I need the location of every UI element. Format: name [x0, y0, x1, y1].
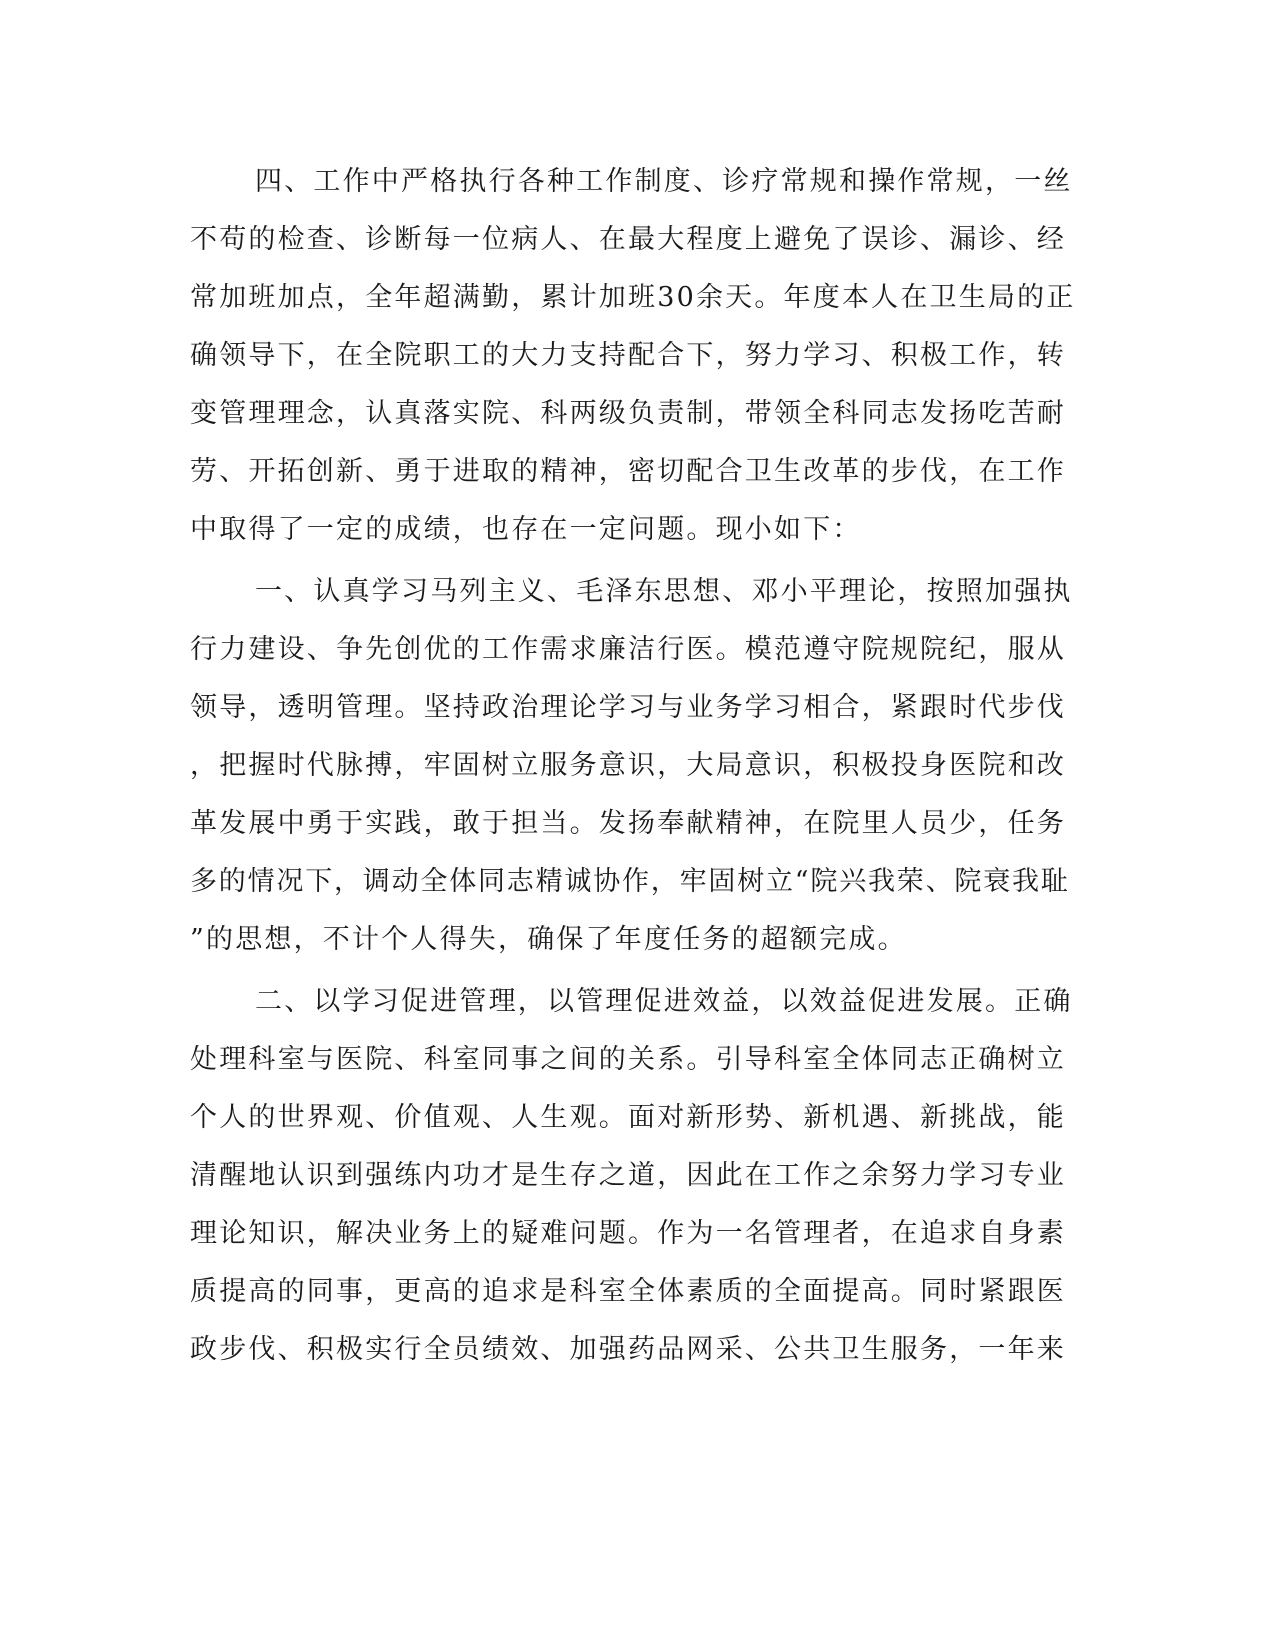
paragraph-1-line-5: 革发展中勇于实践，敢于担当。发扬奉献精神，在院里人员少，任务 [190, 808, 1066, 839]
paragraph-4-line-1: 四、工作中严格执行各种工作制度、诊疗常规和操作常规，一丝 [255, 166, 1073, 197]
paragraph-4-line-6: 劳、开拓创新、勇于进取的精神，密切配合卫生改革的步伐，在工作 [190, 456, 1066, 487]
paragraph-4-line-2: 不苟的检查、诊断每一位病人、在最大程度上避免了误诊、漏诊、经 [190, 224, 1066, 255]
paragraph-2-line-5: 理论知识，解决业务上的疑难问题。作为一名管理者，在追求自身素 [190, 1218, 1066, 1249]
paragraph-4-line-7: 中取得了一定的成绩，也存在一定问题。现小如下： [190, 514, 862, 545]
paragraph-1-line-7: ”的思想，不计个人得失，确保了年度任务的超额完成。 [190, 924, 907, 955]
paragraph-1-line-2: 行力建设、争先创优的工作需求廉洁行医。模范遵守院规院纪，服从 [190, 634, 1066, 665]
paragraph-4-line-5: 变管理理念，认真落实院、科两级负责制，带领全科同志发扬吃苦耐 [190, 398, 1066, 429]
paragraph-2-line-1: 二、以学习促进管理，以管理促进效益，以效益促进发展。正确 [255, 986, 1073, 1017]
paragraph-1-line-1: 一、认真学习马列主义、毛泽东思想、邓小平理论，按照加强执 [255, 576, 1073, 607]
paragraph-2-line-7: 政步伐、积极实行全员绩效、加强药品网采、公共卫生服务，一年来 [190, 1334, 1066, 1365]
paragraph-1-line-6: 多的情况下，调动全体同志精诚协作，牢固树立“院兴我荣、院衰我耻 [190, 866, 1070, 897]
paragraph-1-line-3: 领导，透明管理。坚持政治理论学习与业务学习相合，紧跟时代步伐 [190, 692, 1066, 723]
paragraph-4-line-4: 确领导下，在全院职工的大力支持配合下，努力学习、积极工作，转 [190, 340, 1066, 371]
paragraph-2-line-6: 质提高的同事，更高的追求是科室全体素质的全面提高。同时紧跟医 [190, 1276, 1066, 1307]
paragraph-2-line-4: 清醒地认识到强练内功才是生存之道，因此在工作之余努力学习专业 [190, 1160, 1066, 1191]
paragraph-4-line-3: 常加班加点，全年超满勤，累计加班30余天。年度本人在卫生局的正 [190, 282, 1076, 313]
paragraph-1-line-4: ，把握时代脉搏，牢固树立服务意识，大局意识，积极投身医院和改 [190, 750, 1066, 781]
paragraph-2-line-3: 个人的世界观、价值观、人生观。面对新形势、新机遇、新挑战，能 [190, 1102, 1066, 1133]
paragraph-2-line-2: 处理科室与医院、科室同事之间的关系。引导科室全体同志正确树立 [190, 1044, 1066, 1075]
